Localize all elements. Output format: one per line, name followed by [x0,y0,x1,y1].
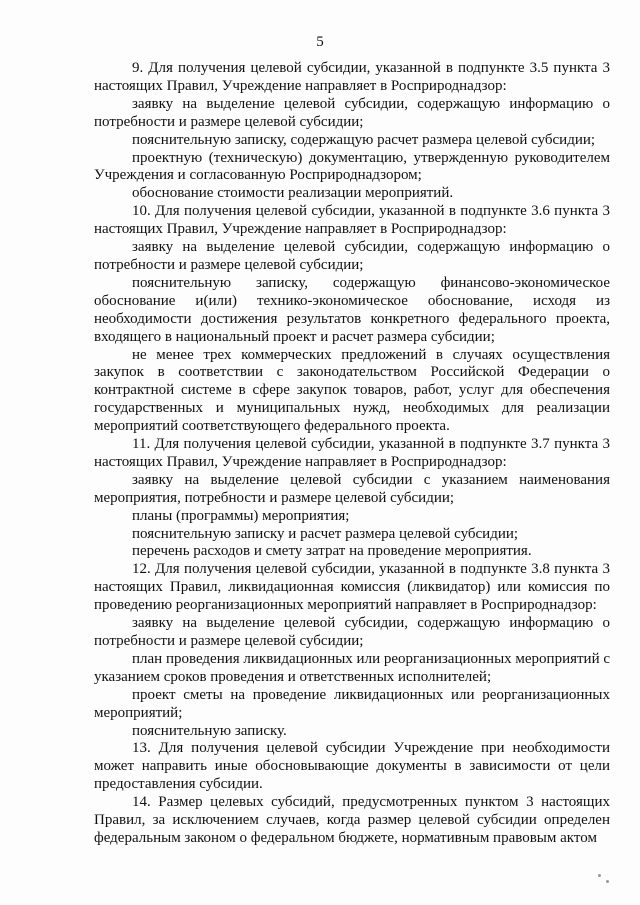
list-item: пояснительную записку, содержащую финансово-экономическое обоснование и(или) технико-экономическое обоснование, исходя из необходимости достижения результатов конкретного федерального проекта, входящего в национальный проект и расчет размера субсидии; [94,274,610,345]
document-body [94,60,610,848]
scan-speck [606,880,609,883]
paragraph-14: 14. Размер целевых субсидий, предусмотренных пунктом 3 настоящих Правил, за исключением случаев, когда размер целевой субсидии определен федеральным законом о федеральном бюджете, нормативным правовым актом [94,794,610,846]
list-item: перечень расходов и смету затрат на проведение мероприятия. [132,543,532,560]
list-item: заявку на выделение целевой субсидии, содержащую информацию о потребности и размере целевой субсидии; [94,239,610,273]
list-item: пояснительную записку и расчет размера целевой субсидии; [132,525,519,542]
list-item: заявку на выделение целевой субсидии, содержащую информацию о потребности и размере целевой субсидии; [94,615,610,649]
paragraph-9: 9. Для получения целевой субсидии, указанной в подпункте 3.5 пункта 3 настоящих Правил, Учреждение направляет в Росприроднадзор: [94,60,610,94]
list-item: заявку на выделение целевой субсидии с указанием наименования мероприятия, потребности и размере целевой субсидии; [94,471,610,506]
list-item: не менее трех коммерческих предложений в случаях осуществления закупок в соответствии с законодательством Российской Федерации о контрактной системе в сфере закупок товаров, работ, услуг для обеспечения государственных и муниципальных нужд, необходимых для реализации мероприятий соответствующего федерального проекта. [94,346,610,435]
list-item: план проведения ликвидационных или реорганизационных мероприятий с указанием сроков проведения и ответственных исполнителей; [94,650,611,685]
list-item: обоснование стоимости реализации мероприятий. [132,185,454,202]
list-item: пояснительную записку, содержащую расчет размера целевой субсидии; [132,131,596,148]
scan-speck [598,874,601,877]
list-item: проект сметы на проведение ликвидационных или реорганизационных мероприятий; [94,686,610,721]
list-item: планы (программы) мероприятия; [132,507,350,524]
page-number: 5 [316,34,324,50]
list-item: проектную (техническую) документацию, утвержденную руководителем Учреждения и согласованную Росприроднадзором; [94,149,610,184]
list-item: пояснительную записку. [132,722,287,739]
paragraph-12: 12. Для получения целевой субсидии, указанной в подпункте 3.8 пункта 3 настоящих Правил, ликвидационная комиссия (ликвидатор) или комиссия по проведению реорганизационных мероприятий направляет в Росприроднадзор: [94,561,610,614]
paragraph-11: 11. Для получения целевой субсидии, указанной в подпункте 3.7 пункта 3 настоящих Правил, Учреждение направляет в Росприроднадзор: [94,436,610,470]
paragraph-13: 13. Для получения целевой субсидии Учреждение при необходимости может направить иные обосновывающие документы в зависимости от цели предоставления субсидии. [94,740,610,793]
paragraph-10: 10. Для получения целевой субсидии, указанной в подпункте 3.6 пункта 3 настоящих Правил, Учреждение направляет в Росприроднадзор: [94,203,610,238]
list-item: заявку на выделение целевой субсидии, содержащую информацию о потребности и размере целевой субсидии; [94,95,610,130]
